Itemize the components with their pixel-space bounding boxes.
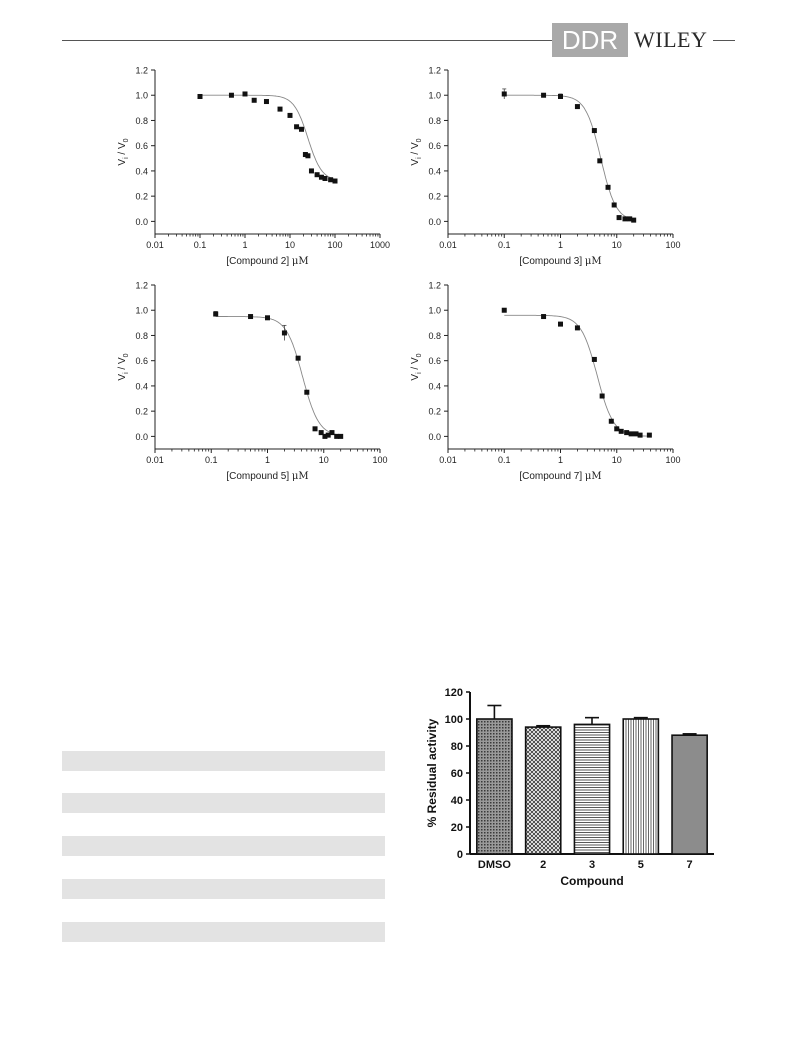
y-axis-label: $V_i / V_0$ (117, 353, 130, 381)
x-tick-label: 7 (686, 859, 693, 871)
x-tick-label: 10 (611, 240, 622, 250)
data-point (624, 430, 629, 435)
x-tick-label: 100 (372, 455, 388, 465)
x-tick-label: 1 (242, 240, 248, 250)
x-tick-label: 0.1 (497, 240, 511, 250)
data-point (647, 433, 652, 438)
residual-activity-bar-chart (418, 682, 718, 892)
data-point (248, 314, 253, 319)
data-point (592, 357, 597, 362)
y-axis-label: $V_i / V_0$ (117, 138, 130, 166)
data-point (606, 185, 611, 190)
data-point (614, 426, 619, 431)
data-point (265, 315, 270, 320)
x-tick-label: 1000 (369, 240, 391, 250)
y-tick-label: 0.2 (428, 406, 441, 417)
y-tick-label: 1.2 (135, 280, 148, 291)
data-point (198, 94, 203, 99)
table-row-band (62, 793, 385, 813)
data-point (309, 168, 314, 173)
data-point (213, 312, 218, 317)
x-tick-label: 2 (540, 859, 547, 871)
table-row-band (62, 879, 385, 899)
data-point (629, 431, 634, 436)
data-point (612, 202, 617, 207)
y-tick-label: 0.8 (428, 330, 441, 341)
y-axis-label: $V_i / V_0$ (410, 353, 423, 381)
data-point (609, 419, 614, 424)
y-tick-label: 0.4 (135, 381, 148, 392)
y-tick-label: 0.4 (428, 381, 441, 392)
data-point (558, 94, 563, 99)
data-point (288, 113, 293, 118)
x-axis-label: [Compound 7] μM (519, 471, 602, 482)
x-tick-label: 10 (318, 455, 329, 465)
data-point (299, 127, 304, 132)
bar (574, 724, 609, 854)
x-axis-label: [Compound 3] μM (519, 256, 602, 267)
y-tick-label: 0.6 (428, 356, 441, 367)
x-tick-label: 0.01 (439, 240, 457, 250)
y-tick-label: 80 (450, 741, 463, 753)
data-point (305, 153, 310, 158)
journal-badge: DDR (552, 23, 628, 57)
x-tick-label: 1 (557, 240, 564, 250)
data-point (328, 177, 333, 182)
data-point (597, 158, 602, 163)
data-point (541, 93, 546, 98)
y-tick-label: 0.2 (135, 406, 148, 417)
y-tick-label: 1.2 (428, 65, 441, 76)
data-point (502, 91, 507, 96)
dose-response-chart-compound-2 (105, 62, 395, 274)
y-tick-label: 1.0 (428, 90, 441, 101)
data-point (294, 124, 299, 129)
data-point (333, 179, 338, 184)
data-point (638, 433, 643, 438)
x-tick-label: 5 (637, 859, 644, 871)
data-point (600, 394, 605, 399)
y-tick-label: 0.6 (135, 141, 148, 152)
x-tick-label: 0.01 (439, 455, 457, 465)
x-tick-label: 100 (665, 240, 681, 250)
data-point (304, 390, 309, 395)
data-point (278, 107, 283, 112)
x-tick-label: 0.01 (146, 240, 164, 250)
x-axis-label: [Compound 2] μM (226, 256, 309, 267)
bar (623, 719, 658, 854)
y-tick-label: 0.2 (428, 191, 441, 202)
data-point (243, 91, 248, 96)
header-rule-right (713, 40, 735, 41)
data-point (264, 99, 269, 104)
x-tick-label: 0.01 (146, 455, 164, 465)
data-point (575, 104, 580, 109)
y-axis-label: % Residual activity (425, 718, 439, 828)
bar (672, 735, 707, 854)
table-row-band (62, 922, 385, 942)
data-point (338, 434, 343, 439)
y-tick-label: 120 (444, 687, 463, 699)
y-tick-label: 100 (444, 714, 463, 726)
y-tick-label: 0.4 (428, 166, 441, 177)
y-tick-label: 0.6 (428, 141, 441, 152)
data-point (329, 430, 334, 435)
y-tick-label: 1.0 (428, 305, 441, 316)
data-point (631, 218, 636, 223)
x-tick-label: 100 (327, 240, 343, 250)
y-tick-label: 1.2 (428, 280, 441, 291)
dose-response-chart-compound-5 (105, 277, 395, 489)
dose-response-chart-compound-3 (398, 62, 688, 274)
y-tick-label: 0.8 (135, 115, 148, 126)
publisher-logo: WILEY (634, 27, 708, 52)
x-axis-label: Compound (560, 874, 624, 888)
data-point (252, 98, 257, 103)
fit-curve (504, 95, 633, 220)
fit-curve (216, 317, 341, 436)
data-point (622, 216, 627, 221)
x-tick-label: 3 (588, 859, 596, 871)
data-point (296, 356, 301, 361)
data-point (323, 176, 328, 181)
x-axis-label: [Compound 5] μM (226, 471, 309, 482)
y-tick-label: 0.6 (135, 356, 148, 367)
x-tick-label: DMSO (477, 859, 511, 871)
data-point (282, 330, 287, 335)
y-tick-label: 40 (450, 795, 463, 807)
y-tick-label: 0.2 (135, 191, 148, 202)
table-row-band (62, 836, 385, 856)
bar (477, 719, 512, 854)
y-tick-label: 0.0 (428, 216, 441, 227)
x-tick-label: 10 (284, 240, 296, 250)
data-point (617, 215, 622, 220)
y-tick-label: 0.0 (135, 216, 148, 227)
y-tick-label: 0 (456, 849, 463, 861)
data-point (619, 429, 624, 434)
x-tick-label: 0.1 (497, 455, 511, 465)
data-point (229, 93, 234, 98)
fit-curve (504, 315, 649, 436)
y-tick-label: 0.8 (428, 115, 441, 126)
y-tick-label: 60 (450, 768, 463, 780)
data-point (558, 322, 563, 327)
x-tick-label: 100 (665, 455, 681, 465)
x-tick-label: 0.1 (193, 240, 207, 250)
y-tick-label: 0.0 (428, 431, 441, 442)
data-point (315, 172, 320, 177)
y-tick-label: 1.2 (135, 65, 148, 76)
table-row-band (62, 751, 385, 771)
x-tick-label: 1 (264, 455, 271, 465)
y-axis-label: $V_i / V_0$ (410, 138, 423, 166)
y-tick-label: 0.8 (135, 330, 148, 341)
fit-curve (200, 95, 335, 179)
y-tick-label: 0.4 (135, 166, 148, 177)
y-tick-label: 1.0 (135, 90, 148, 101)
data-point (592, 128, 597, 133)
y-tick-label: 0.0 (135, 431, 148, 442)
data-point (575, 325, 580, 330)
x-tick-label: 0.1 (204, 455, 218, 465)
x-tick-label: 10 (611, 455, 622, 465)
y-tick-label: 20 (450, 822, 463, 834)
data-point (313, 426, 318, 431)
y-tick-label: 1.0 (135, 305, 148, 316)
dose-response-chart-compound-7 (398, 277, 688, 489)
x-tick-label: 1 (557, 455, 564, 465)
bar (526, 727, 561, 854)
data-point (541, 314, 546, 319)
data-point (502, 308, 507, 313)
header-rule (62, 40, 552, 41)
